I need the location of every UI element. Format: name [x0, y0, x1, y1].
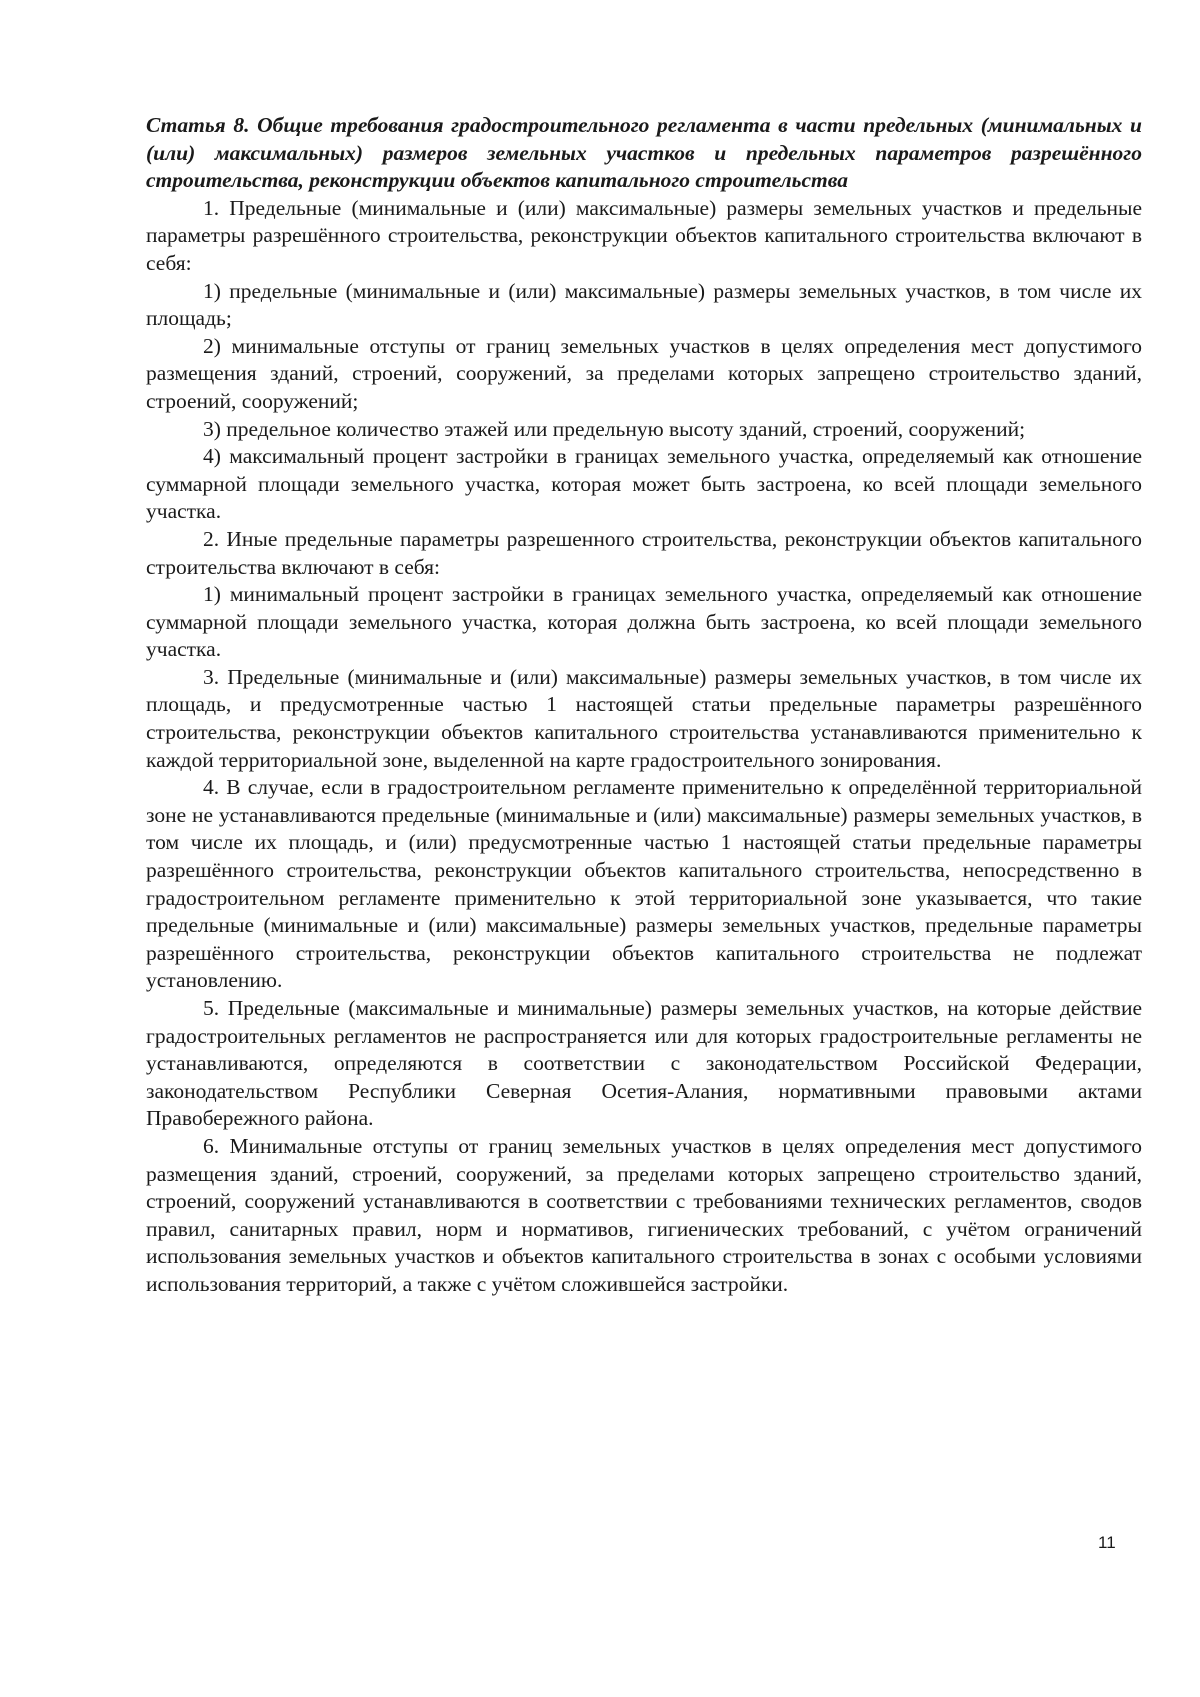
- paragraph-1-item-3: 3) предельное количество этажей или предельную высоту зданий, строений, сооружений;: [203, 416, 1026, 441]
- paragraph-1-item-4: 4) максимальный процент застройки в границах земельного участка, определяемый как отношение суммарной площади земельного участка, которая может быть застроена, ко всей площади земельного участка.: [146, 444, 1142, 524]
- article-heading: Статья 8. Общие требования градостроительного регламента в части предельных (минимальных и (или) максимальных) размеров земельных участков и предельных параметров разрешённого строительства, реконструкции объектов капитального строительства: [146, 113, 1142, 193]
- paragraph-6: 6. Минимальные отступы от границ земельных участков в целях определения мест допустимого размещения зданий, строений, сооружений, за пределами которых запрещено строительство зданий, строений, сооружений устанавливаются в соответствии с требованиями технических регламентов, сводов правил, санитарных правил, норм и нормативов, гигиенических требований, с учётом ограничений использования земельных участков и объектов капитального строительства в зонах с особыми условиями использования территорий, а также с учётом сложившейся застройки.: [146, 1133, 1142, 1296]
- page-number: 11: [1098, 1533, 1116, 1552]
- paragraph-2-item-1: 1) минимальный процент застройки в границах земельного участка, определяемый как отношение суммарной площади земельного участка, которая должна быть застроена, ко всей площади земельного участка.: [146, 582, 1142, 662]
- article-body: [146, 112, 1142, 1299]
- paragraph-2: 2. Иные предельные параметры разрешенного строительства, реконструкции объектов капитального строительства включают в себя:: [146, 526, 1142, 579]
- paragraph-5: 5. Предельные (максимальные и минимальные) размеры земельных участков, на которые действие градостроительных регламентов не распространяется или для которых градостроительные регламенты не устанавливаются, определяются в соответствии с законодательством Российской Федерации, законодательством Республики Северная Осетия-Алания, нормативными правовыми актами Правобережного района.: [146, 996, 1142, 1131]
- paragraph-3: 3. Предельные (минимальные и (или) максимальные) размеры земельных участков, в том числе их площадь, и предусмотренные частью 1 настоящей статьи предельные параметры разрешённого строительства, реконструкции объектов капитального строительства устанавливаются применительно к каждой территориальной зоне, выделенной на карте градостроительного зонирования.: [146, 664, 1142, 772]
- paragraph-1-item-2: 2) минимальные отступы от границ земельных участков в целях определения мест допустимого размещения зданий, строений, сооружений, за пределами которых запрещено строительство зданий, строений, сооружений;: [146, 333, 1142, 413]
- paragraph-4: 4. В случае, если в градостроительном регламенте применительно к определённой территориальной зоне не устанавливаются предельные (минимальные и (или) максимальные) размеры земельных участков, в том числе их площадь, и (или) предусмотренные частью 1 настоящей статьи предельные параметры разрешённого строительства, реконструкции объектов капитального строительства, непосредственно в градостроительном регламенте применительно к этой территориальной зоне указывается, что такие предельные (минимальные и (или) максимальные) размеры земельных участков, предельные параметры разрешённого строительства, реконструкции объектов капитального строительства не подлежат установлению.: [146, 775, 1142, 993]
- paragraph-1: 1. Предельные (минимальные и (или) максимальные) размеры земельных участков и предельные параметры разрешённого строительства, реконструкции объектов капитального строительства включают в себя:: [146, 195, 1142, 275]
- paragraph-1-item-1: 1) предельные (минимальные и (или) максимальные) размеры земельных участков, в том числе их площадь;: [146, 278, 1142, 331]
